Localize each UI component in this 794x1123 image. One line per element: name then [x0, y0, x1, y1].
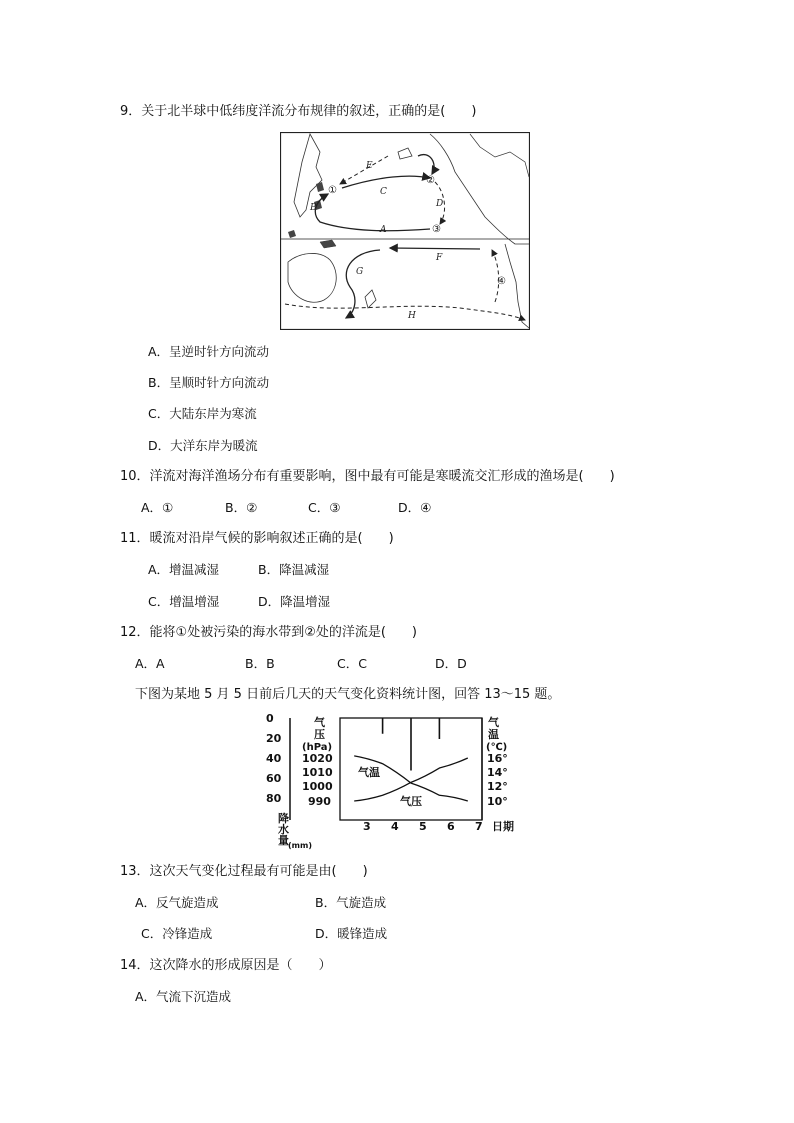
- q13-option-a[interactable]: A．反气旋造成: [135, 895, 219, 910]
- question-13-stem: 13．这次天气变化过程最有可能是由( ): [120, 864, 368, 879]
- q10-option-d[interactable]: D．④: [398, 500, 432, 515]
- pressure-tick-990: 990: [308, 795, 331, 808]
- precip-tick-0: 0: [266, 712, 274, 725]
- map-label-b: B: [310, 203, 317, 213]
- map-marker-4: ④: [497, 276, 506, 287]
- temp-tick-12: 12°: [487, 780, 508, 793]
- precip-ticks: [266, 712, 282, 805]
- map-label-d: D: [436, 199, 444, 209]
- q11-option-d[interactable]: D．降温增湿: [258, 594, 331, 609]
- map-marker-3: ③: [432, 224, 441, 235]
- precip-label-2: 水: [278, 823, 289, 836]
- q9-option-d[interactable]: D．大洋东岸为暖流: [148, 438, 258, 453]
- x-tick-6: 6: [447, 820, 455, 833]
- q12-option-b[interactable]: B．B: [245, 656, 275, 671]
- question-10-stem: 10．洋流对海洋渔场分布有重要影响，图中最有可能是寒暖流交汇形成的渔场是( ): [120, 469, 615, 484]
- pressure-title-1: 气: [314, 716, 325, 729]
- temp-tick-10: 10°: [487, 795, 508, 808]
- x-tick-7: 7: [475, 820, 483, 833]
- pressure-title-unit: (hPa): [302, 742, 333, 753]
- q9-option-b[interactable]: B．呈顺时针方向流动: [148, 375, 270, 390]
- temp-title-1: 气: [488, 716, 499, 729]
- precip-tick-40: 40: [266, 752, 282, 765]
- pressure-title-2: 压: [314, 728, 325, 741]
- question-9-stem: 9．关于北半球中低纬度洋流分布规律的叙述，正确的是( ): [120, 104, 477, 119]
- q11-option-b[interactable]: B．降温减湿: [258, 562, 330, 577]
- x-tick-5: 5: [419, 820, 427, 833]
- precip-tick-80: 80: [266, 792, 282, 805]
- temp-tick-16: 16°: [487, 752, 508, 765]
- temp-title-unit: (℃): [486, 742, 508, 753]
- temp-curve-label: 气温: [358, 766, 380, 779]
- map-marker-2: ②: [426, 175, 435, 186]
- precip-label-3: 量: [278, 834, 289, 847]
- pressure-curve-label: 气压: [400, 795, 422, 808]
- q12-option-a[interactable]: A．A: [135, 656, 165, 671]
- q14-option-a[interactable]: A．气流下沉造成: [135, 989, 232, 1004]
- pressure-tick-1010: 1010: [302, 766, 333, 779]
- pressure-tick-1020: 1020: [302, 752, 333, 765]
- q10-option-a[interactable]: A．①: [141, 500, 174, 515]
- map-label-g: G: [356, 267, 364, 277]
- map-marker-1: ①: [328, 185, 337, 196]
- precip-label-unit: (mm): [288, 841, 312, 850]
- q12-option-c[interactable]: C．C: [337, 656, 367, 671]
- q11-option-a[interactable]: A．增温减湿: [148, 562, 220, 577]
- q10-option-c[interactable]: C．③: [308, 500, 341, 515]
- chart-intro: 下图为某地 5 月 5 日前后几天的天气变化资料统计图，回答 13～15 题。: [135, 687, 561, 702]
- pressure-tick-1000: 1000: [302, 780, 333, 793]
- map-label-a: A: [380, 225, 387, 235]
- q13-option-b[interactable]: B．气旋造成: [315, 895, 387, 910]
- weather-chart: [262, 712, 532, 850]
- ocean-current-map: [280, 132, 530, 330]
- q11-option-c[interactable]: C．增温增湿: [148, 594, 220, 609]
- q13-option-d[interactable]: D．暖锋造成: [315, 926, 388, 941]
- temp-tick-14: 14°: [487, 766, 508, 779]
- q13-option-c[interactable]: C．冷锋造成: [141, 926, 213, 941]
- q10-option-b[interactable]: B．②: [225, 500, 258, 515]
- map-label-h: H: [408, 311, 416, 321]
- question-12-stem: 12．能将①处被污染的海水带到②处的洋流是( ): [120, 625, 417, 640]
- question-14-stem: 14．这次降水的形成原因是（ ）: [120, 958, 332, 973]
- x-tick-3: 3: [363, 820, 371, 833]
- x-axis-label: 日期: [492, 820, 514, 833]
- question-11-stem: 11．暖流对沿岸气候的影响叙述正确的是( ): [120, 531, 394, 546]
- q9-option-c[interactable]: C．大陆东岸为寒流: [148, 406, 257, 421]
- q12-option-d[interactable]: D．D: [435, 656, 467, 671]
- map-label-e: E: [366, 161, 373, 171]
- map-label-f: F: [436, 253, 443, 263]
- precip-tick-60: 60: [266, 772, 282, 785]
- q9-option-a[interactable]: A．呈逆时针方向流动: [148, 344, 270, 359]
- x-tick-4: 4: [391, 820, 399, 833]
- precip-tick-20: 20: [266, 732, 282, 745]
- temp-title-2: 温: [488, 728, 499, 741]
- precip-label-1: 降: [278, 812, 289, 825]
- map-label-c: C: [380, 187, 387, 197]
